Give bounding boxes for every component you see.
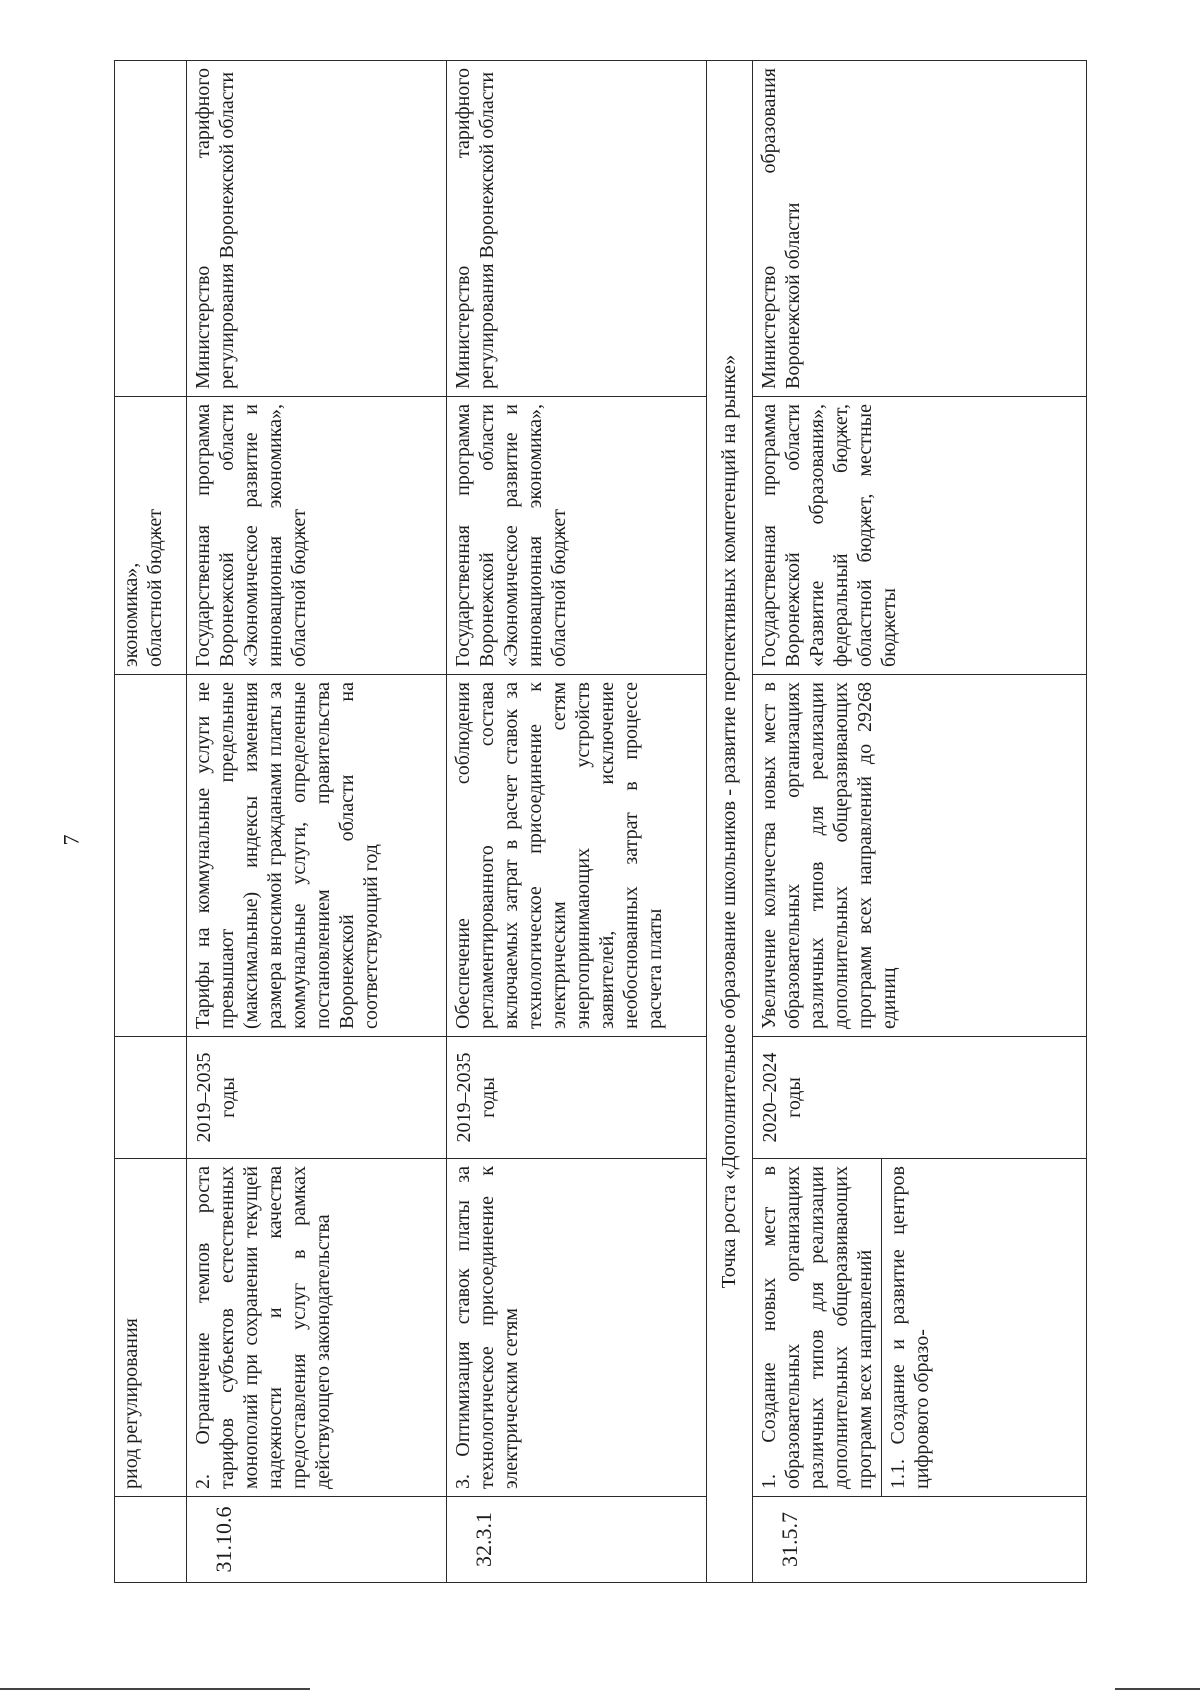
cell-code: 32.3.1 bbox=[447, 1497, 707, 1583]
scan-edge-line-left bbox=[0, 1688, 310, 1690]
cell-responsible: Министерство тарифного регулирования Воронежской области bbox=[447, 61, 707, 397]
cell-result: Тарифы на коммунальные услуги не превышают предельные (максимальные) индексы изменения размера вносимой гражданами платы за коммунальные услуги, определенные постановлением правительства Воронежской области на соответствующий год bbox=[187, 675, 447, 1037]
cell-period: 2019–2035 годы bbox=[447, 1037, 707, 1159]
cell-responsible: Министерство тарифного регулирования Воронежской области bbox=[187, 61, 447, 397]
cell-result bbox=[115, 675, 187, 1037]
table-row bbox=[447, 61, 707, 1583]
action-main: 1. Создание новых мест в образовательных организациях различных типов для реализации дополнительных общеразвивающих программ всех направлений bbox=[758, 1166, 876, 1489]
cell-result: Обеспечение соблюдения регламентированного состава включаемых затрат в расчет ставок за технологическое присоединение к электрическим сетям энергопринимающих устройств заявителей, исключение необоснованных затрат в процессе расчета платы bbox=[447, 675, 707, 1037]
section-heading: Точка роста «Дополнительное образование школьников - развитие перспективных компетенций на рынке» bbox=[707, 61, 753, 1583]
cell-period bbox=[115, 1037, 187, 1159]
cell-code: 31.10.6 bbox=[187, 1497, 447, 1583]
table-row-continued bbox=[115, 61, 187, 1583]
cell-action bbox=[753, 1159, 1087, 1497]
cell-responsible: Министерство образования Воронежской области bbox=[753, 61, 1087, 397]
table-row bbox=[187, 61, 447, 1583]
cell-source: Государственная программа Воронежской области «Экономическое развитие и инновационная экономика», областной бюджет bbox=[447, 397, 707, 675]
cell-result: Увеличение количества новых мест в образовательных организациях различных типов для реализации дополнительных общеразвивающих программ всех направлений до 29268 единиц bbox=[753, 675, 1087, 1037]
cell-period: 2019–2035 годы bbox=[187, 1037, 447, 1159]
cell-source: Государственная программа Воронежской области «Развитие образования», федеральный бюджет, областной бюджет, местные бюджеты bbox=[753, 397, 1087, 675]
action-sub: 1.1. Создание и развитие центров цифрового образо- bbox=[881, 1159, 938, 1496]
cell-period: 2020–2024 годы bbox=[753, 1037, 1087, 1159]
section-row bbox=[707, 61, 753, 1583]
table-row bbox=[753, 61, 1087, 1583]
page-number: 7 bbox=[58, 834, 84, 846]
scan-edge-line-right bbox=[1115, 1688, 1200, 1690]
measures-table bbox=[114, 60, 1087, 1583]
cell-source: Государственная программа Воронежской области «Экономическое развитие и инновационная экономика», областной бюджет bbox=[187, 397, 447, 675]
cell-action: 2. Ограничение темпов роста тарифов субъектов естественных монополий при сохранении текущей надежности и качества предоставления услуг в рамках действующего законодательства bbox=[187, 1159, 447, 1497]
cell-action: риод регулирования bbox=[115, 1159, 187, 1497]
cell-responsible bbox=[115, 61, 187, 397]
cell-action: 3. Оптимизация ставок платы за технологическое присоединение к электрическим сетям bbox=[447, 1159, 707, 1497]
cell-code bbox=[115, 1497, 187, 1583]
cell-source: экономика», областной бюджет bbox=[115, 397, 187, 675]
cell-code: 31.5.7 bbox=[753, 1497, 1087, 1583]
rotated-table-container bbox=[114, 61, 1086, 1583]
